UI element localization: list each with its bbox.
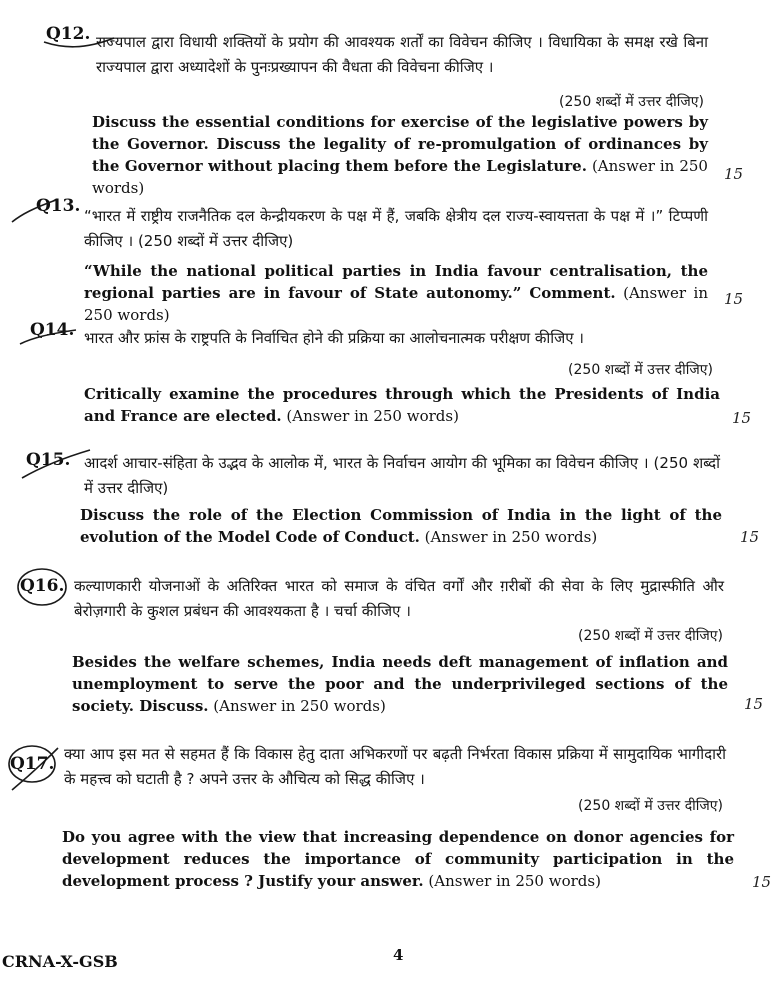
word-limit-english: (Answer in 250 words): [424, 528, 598, 546]
question-text-hindi: कल्याणकारी योजनाओं के अतिरिक्त भारत को समाज के वंचित वर्गों और ग़रीबों की सेवा के लिए मुद्रास्फीति और बेरोज़गारी के कुशल प्रबंधन की आवश्यकता है । चर्चा कीजिए ।: [74, 577, 724, 620]
question-hindi-body: “भारत में राष्ट्रीय राजनैतिक दल केन्द्रीयकरण के पक्ष में हैं, जबकि क्षेत्रीय दल राज्य-स्वायत्तता के पक्ष में ।” टिप्पणी कीजिए ।: [84, 207, 708, 250]
word-limit-english: (Answer in 250 words): [213, 697, 386, 715]
question-marks: 15: [724, 290, 744, 308]
question-text-hindi: [84, 204, 708, 254]
question-text-english: [84, 383, 720, 427]
word-limit-hindi: (250 शब्दों में उत्तर दीजिए): [559, 94, 704, 110]
question-text-english: [80, 504, 722, 548]
question-text-hindi: [84, 451, 720, 501]
question-marks: 15: [752, 873, 772, 891]
question-english-body: Critically examine the procedures through which the Presidents of India and France are elected.: [84, 385, 720, 425]
word-limit-hindi: (250 शब्दों में उत्तर दीजिए): [578, 798, 723, 814]
question-text-english: [62, 826, 734, 892]
word-limit-english: (Answer in 250 words): [84, 284, 708, 324]
question-marks: 15: [740, 528, 760, 546]
page-number: 4: [393, 946, 404, 964]
question-hindi-body: आदर्श आचार-संहिता के उद्भव के आलोक में, भारत के निर्वाचन आयोग की भूमिका का विवेचन कीजिए ।: [84, 454, 649, 472]
word-limit-hindi: (250 शब्दों में उत्तर दीजिए): [568, 362, 713, 378]
question-text-english: [84, 260, 708, 326]
question-english-body: Besides the welfare schemes, India needs deft management of inflation and unemployment to serve the poor and the underprivileged sections of the society. Discuss.: [72, 653, 728, 715]
question-marks: 15: [744, 695, 764, 713]
word-limit-english: (Answer in 250 words): [428, 872, 601, 890]
question-text-hindi: क्या आप इस मत से सहमत हैं कि विकास हेतु दाता अभिकरणों पर बढ़ती निर्भरता विकास प्रक्रिया में सामुदायिक भागीदारी के महत्त्व को घटाती है ? अपने उत्तर के औचित्य को सिद्ध कीजिए ।: [64, 745, 726, 788]
question-english-body: Discuss the role of the Election Commission of India in the light of the evolution of the Model Code of Conduct.: [80, 506, 722, 546]
question-number: Q17.: [10, 754, 55, 774]
question-number: Q13.: [36, 196, 81, 216]
question-marks: 15: [732, 409, 752, 427]
question-number: Q15.: [26, 450, 71, 470]
question-english-body: “While the national political parties in India favour centralisation, the regional parties are in favour of State autonomy.” Comment.: [84, 262, 708, 302]
question-text-hindi: भारत और फ्रांस के राष्ट्रपति के निर्वाचित होने की प्रक्रिया का आलोचनात्मक परीक्षण कीजिए ।: [84, 329, 584, 347]
word-limit-hindi: (250 शब्दों में उत्तर दीजिए): [84, 454, 720, 497]
paper-code: CRNA-X-GSB: [2, 952, 118, 971]
word-limit-hindi: (250 शब्दों में उत्तर दीजिए): [578, 628, 723, 644]
question-text-hindi: राज्यपाल द्वारा विधायी शक्तियों के प्रयोग की आवश्यक शर्तों का विवेचन कीजिए । विधायिका के समक्ष रखे बिना राज्यपाल द्वारा अध्यादेशों के पुनःप्रख्यापन की वैधता की विवेचना कीजिए ।: [96, 33, 708, 76]
question-number: Q12.: [46, 24, 91, 44]
question-number: Q16.: [20, 576, 65, 596]
question-marks: 15: [724, 165, 744, 183]
question-english-body: Discuss the essential conditions for exercise of the legislative powers by the Governor. Discuss the legality of re-promulgation of ordinances by the Governor without placing them before the Legislature.: [92, 113, 708, 175]
question-number: Q14.: [30, 320, 75, 340]
question-english-body: Do you agree with the view that increasing dependence on donor agencies for development reduces the importance of community participation in the development process ? Justify your answer.: [62, 828, 734, 890]
word-limit-english: (Answer in 250 words): [286, 407, 459, 425]
question-text-english: [92, 111, 708, 199]
word-limit-english: (Answer in 250 words): [92, 157, 708, 197]
word-limit-hindi: (250 शब्दों में उत्तर दीजिए): [137, 232, 294, 250]
question-text-english: [72, 651, 728, 717]
